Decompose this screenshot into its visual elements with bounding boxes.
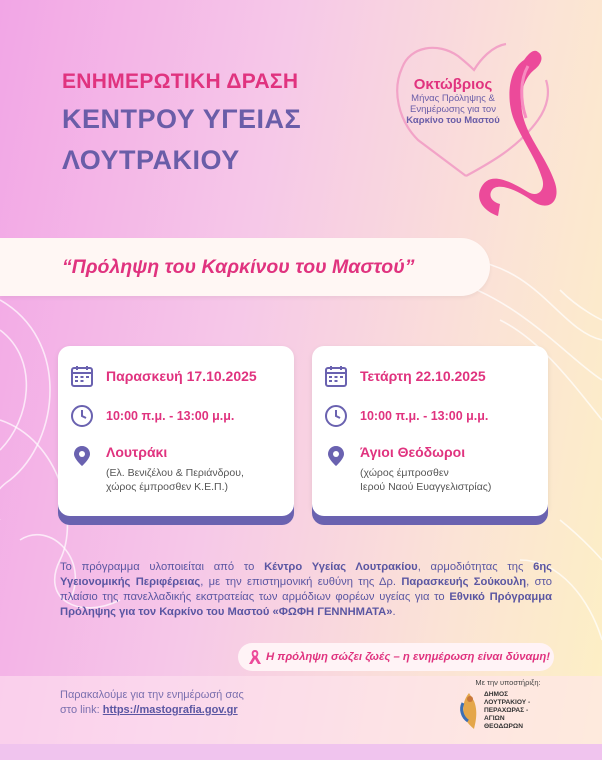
desc-bold-region: 6ης Υγειονομικής Περιφέρειας [60,561,552,588]
footer-stripe [0,744,602,760]
calendar-icon [70,364,94,388]
event-address-line-1: (χώρος έμπροσθεν [360,467,449,479]
info-link-prefix: στο link: [60,704,103,716]
badge-line-1: Μήνας Πρόληψης & [411,93,495,104]
sponsor-label: Με την υποστήριξη: [475,678,541,687]
event-address-line-2: χώρος έμπροσθεν Κ.Ε.Π.) [106,481,229,493]
title-line-2: ΚΕΝΤΡΟΥ ΥΓΕΙΑΣ [62,104,302,134]
location-pin-icon [70,444,94,468]
event-title [62,70,301,176]
desc-text-5: . [392,606,396,618]
sponsor-block [458,678,558,731]
slogan-pill [238,643,554,671]
campaign-banner [0,238,490,296]
municipality-name-line-2: ΛΟΥΤΡΑΚΙΟΥ - [484,699,531,706]
slogan-text: Η πρόληψη σώζει ζωές – η ενημέρωση είναι δύναμη! [266,651,551,663]
program-description [60,560,552,620]
municipality-emblem-icon [458,691,480,731]
municipality-name-line-3: ΠΕΡΑΧΩΡΑΣ - [484,707,529,714]
badge-line-3: Καρκίνο του Μαστού [406,115,500,126]
info-text [60,688,244,718]
calendar-icon [324,364,348,388]
municipality-name-line-4: ΑΓΙΩΝ [484,715,505,722]
desc-bold-doctor: Παρασκευής Σούκουλη [401,576,527,588]
campaign-title: “Πρόληψη του Καρκίνου του Μαστού” [62,255,415,278]
title-line-3: ΛΟΥΤΡΑΚΙΟΥ [62,145,240,175]
municipality-name [484,691,530,731]
desc-text-3: , με την επιστημονική ευθύνη της Δρ. [200,576,402,588]
clock-icon [70,404,94,428]
desc-bold-national-program: Εθνικό Πρόγραμμα Πρόληψης για τον Καρκίνο του Μαστού «ΦΩΦΗ ΓΕΝΝΗΜΑΤΑ» [60,591,552,618]
badge-line-2: Ενημέρωσης για τον [410,104,496,115]
clock-icon [324,404,348,428]
title-line-1: ΕΝΗΜΕΡΩΤΙΚΗ ΔΡΑΣΗ [62,70,299,93]
location-pin-icon [324,444,348,468]
info-line-1: Παρακαλούμε για την ενημέρωσή σας [60,689,244,701]
event-place: Άγιοι Θεόδωροι [360,444,466,460]
event-card-2 [312,346,548,516]
event-date: Παρασκευή 17.10.2025 [106,368,257,384]
event-date: Τετάρτη 22.10.2025 [360,368,486,384]
event-time: 10:00 π.μ. - 13:00 μ.μ. [360,409,489,423]
small-ribbon-icon [248,649,262,665]
event-card-1 [58,346,294,516]
event-place: Λουτράκι [106,444,168,460]
desc-text-4: , στο πλαίσιο της πανελλαδικής εκστρατείας των αρμόδιων φορέων υγείας για το [60,576,552,603]
municipality-name-line-5: ΘΕΟΔΩΡΩΝ [484,723,523,730]
awareness-month-badge [394,76,512,126]
desc-bold-health-center: Κέντρο Υγείας Λουτρακίου [264,561,418,573]
event-address-line-1: (Ελ. Βενιζέλου & Περιάνδρου, [106,467,244,479]
event-time: 10:00 π.μ. - 13:00 μ.μ. [106,409,235,423]
badge-month: Οκτώβριος [413,76,493,93]
municipality-name-line-1: ΔΗΜΟΣ [484,691,509,698]
desc-text-1: Το πρόγραμμα υλοποιείται από το [60,561,265,573]
mastografia-link[interactable]: https://mastografia.gov.gr [102,704,238,716]
municipality-logo [458,691,558,731]
desc-text-2: , αρμοδιότητας της [417,561,534,573]
info-line-2 [60,703,244,718]
pink-ribbon-heart-icon [388,40,560,220]
event-address-line-2: Ιερού Ναού Ευαγγελιστρίας) [360,481,492,493]
